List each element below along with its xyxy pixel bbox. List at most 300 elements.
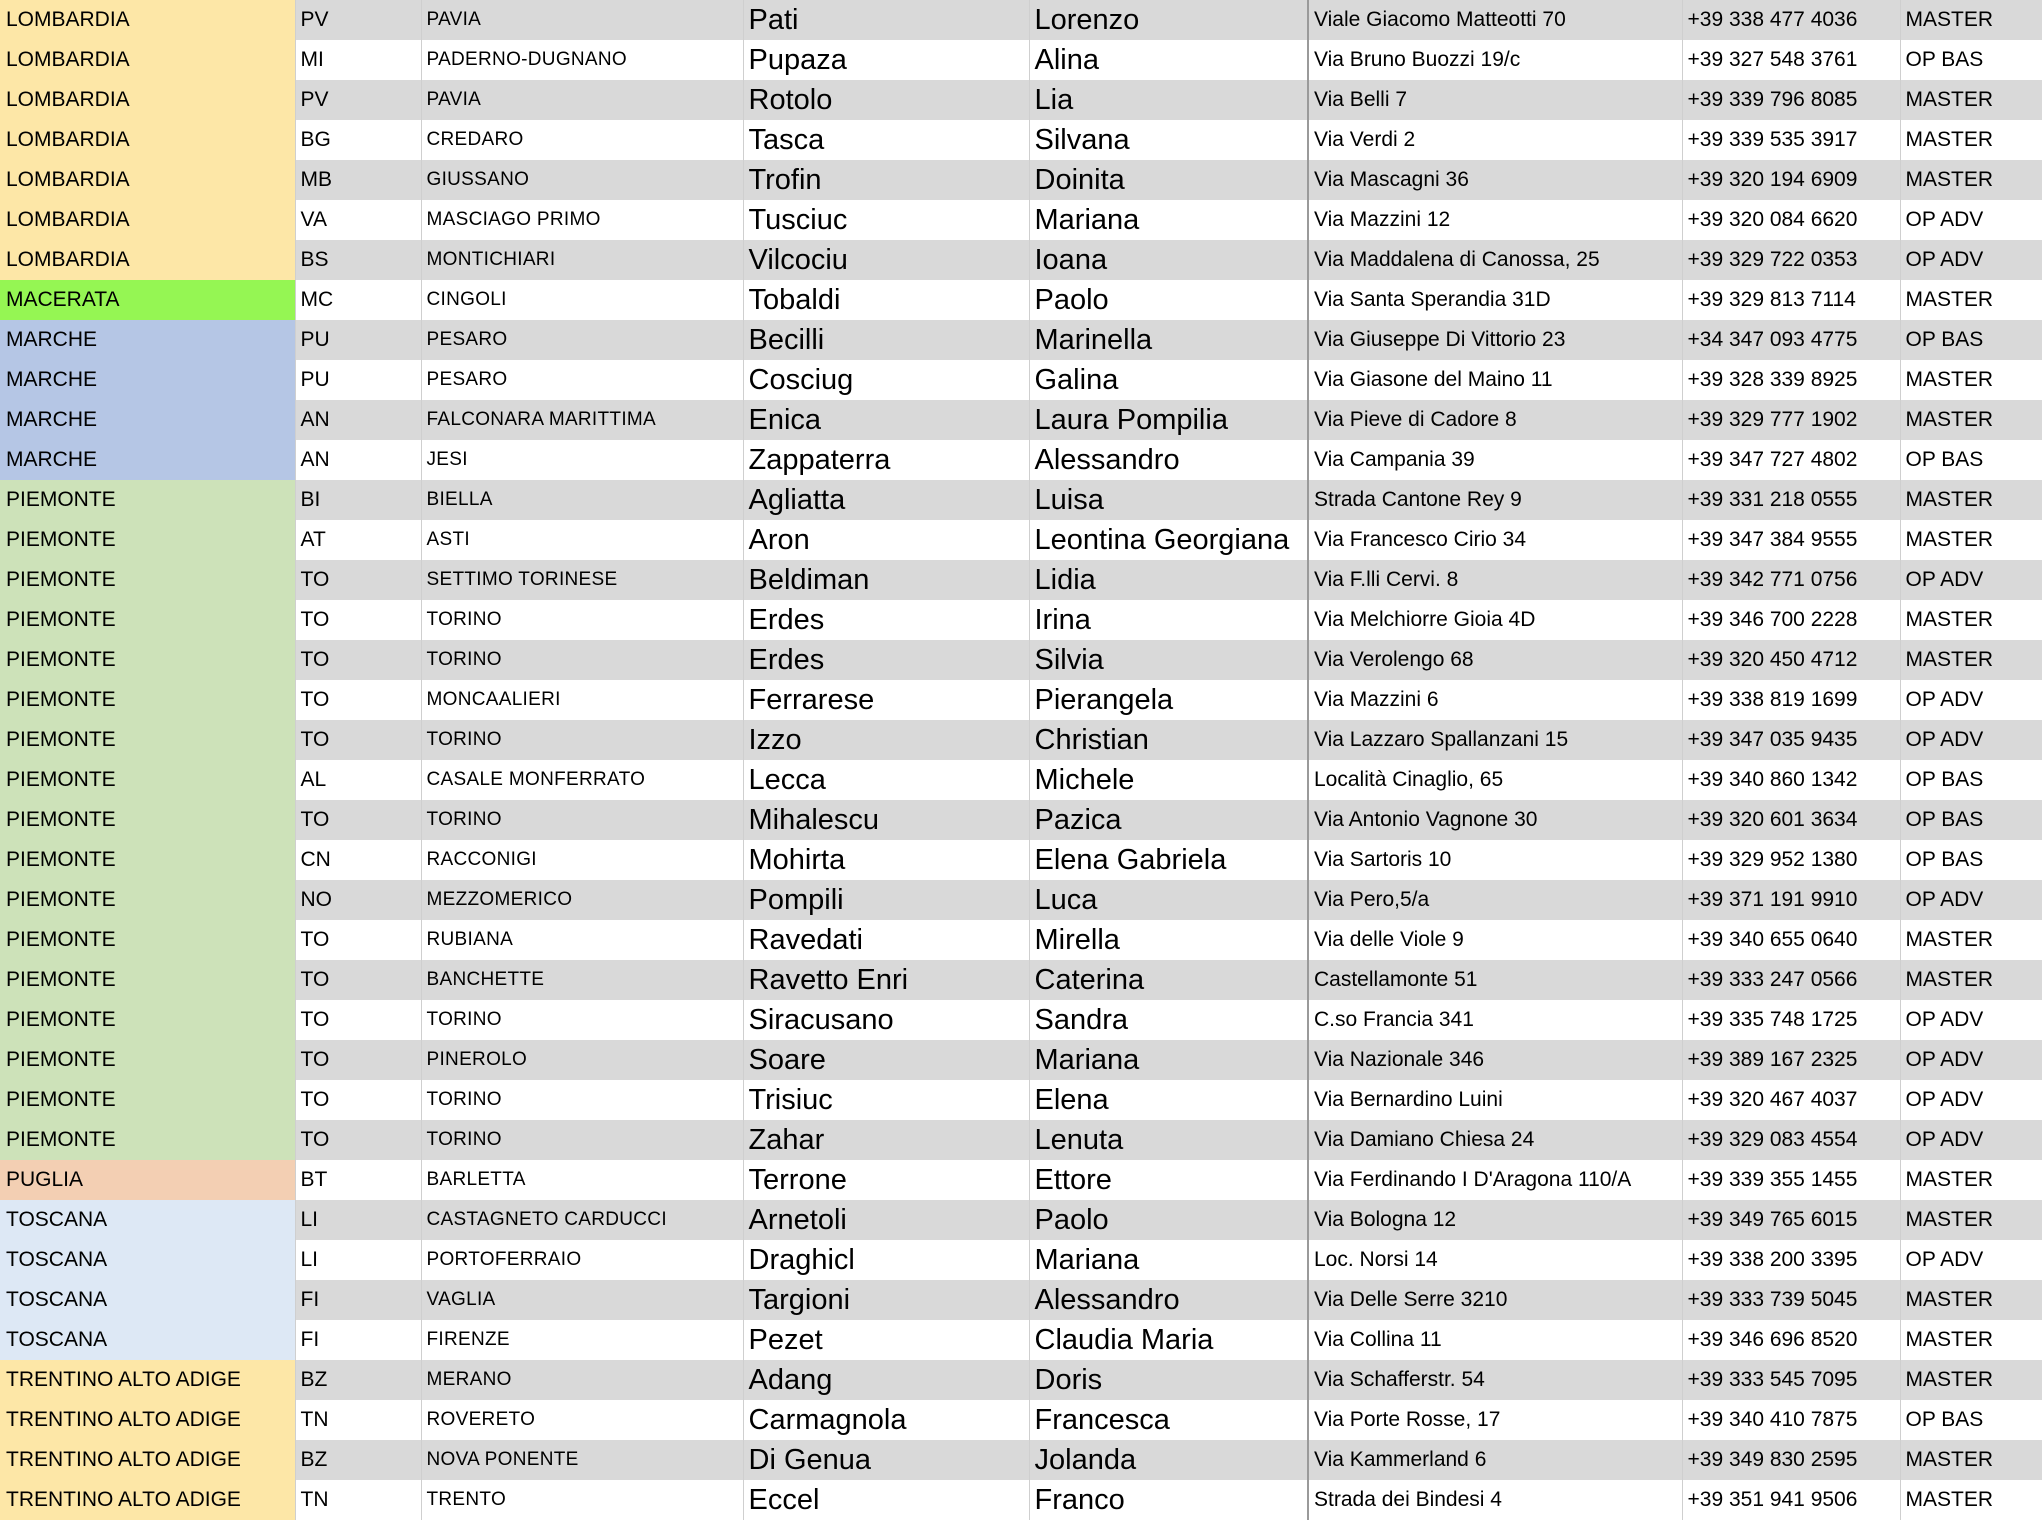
phone-cell[interactable]: +34 347 093 4775 [1682, 320, 1900, 360]
city-cell[interactable]: VAGLIA [421, 1280, 743, 1320]
last-name-cell[interactable]: Tobaldi [743, 280, 1029, 320]
phone-cell[interactable]: +39 329 083 4554 [1682, 1120, 1900, 1160]
region-cell[interactable]: TOSCANA [0, 1280, 295, 1320]
phone-cell[interactable]: +39 338 200 3395 [1682, 1240, 1900, 1280]
province-cell[interactable]: PU [295, 320, 421, 360]
province-cell[interactable]: TO [295, 720, 421, 760]
province-cell[interactable]: MC [295, 280, 421, 320]
address-cell[interactable]: C.so Francia 341 [1308, 1000, 1682, 1040]
first-name-cell[interactable]: Franco [1029, 1480, 1308, 1520]
first-name-cell[interactable]: Paolo [1029, 280, 1308, 320]
address-cell[interactable]: Via Bologna 12 [1308, 1200, 1682, 1240]
region-cell[interactable]: PIEMONTE [0, 880, 295, 920]
first-name-cell[interactable]: Luisa [1029, 480, 1308, 520]
region-cell[interactable]: MARCHE [0, 440, 295, 480]
level-cell[interactable]: MASTER [1900, 640, 2042, 680]
last-name-cell[interactable]: Aron [743, 520, 1029, 560]
last-name-cell[interactable]: Soare [743, 1040, 1029, 1080]
city-cell[interactable]: NOVA PONENTE [421, 1440, 743, 1480]
region-cell[interactable]: PIEMONTE [0, 1080, 295, 1120]
province-cell[interactable]: PV [295, 0, 421, 40]
city-cell[interactable]: PESARO [421, 360, 743, 400]
level-cell[interactable]: MASTER [1900, 80, 2042, 120]
level-cell[interactable]: OP ADV [1900, 1000, 2042, 1040]
phone-cell[interactable]: +39 389 167 2325 [1682, 1040, 1900, 1080]
city-cell[interactable]: CASTAGNETO CARDUCCI [421, 1200, 743, 1240]
phone-cell[interactable]: +39 320 450 4712 [1682, 640, 1900, 680]
address-cell[interactable]: Via Porte Rosse, 17 [1308, 1400, 1682, 1440]
province-cell[interactable]: FI [295, 1280, 421, 1320]
level-cell[interactable]: MASTER [1900, 160, 2042, 200]
region-cell[interactable]: PIEMONTE [0, 960, 295, 1000]
address-cell[interactable]: Via Schafferstr. 54 [1308, 1360, 1682, 1400]
region-cell[interactable]: PIEMONTE [0, 680, 295, 720]
province-cell[interactable]: TO [295, 1000, 421, 1040]
region-cell[interactable]: PIEMONTE [0, 800, 295, 840]
address-cell[interactable]: Via Verolengo 68 [1308, 640, 1682, 680]
last-name-cell[interactable]: Trisiuc [743, 1080, 1029, 1120]
level-cell[interactable]: OP BAS [1900, 840, 2042, 880]
phone-cell[interactable]: +39 329 952 1380 [1682, 840, 1900, 880]
level-cell[interactable]: OP ADV [1900, 1040, 2042, 1080]
level-cell[interactable]: MASTER [1900, 960, 2042, 1000]
level-cell[interactable]: OP ADV [1900, 1240, 2042, 1280]
city-cell[interactable]: SETTIMO TORINESE [421, 560, 743, 600]
last-name-cell[interactable]: Erdes [743, 640, 1029, 680]
level-cell[interactable]: OP BAS [1900, 1400, 2042, 1440]
region-cell[interactable]: PUGLIA [0, 1160, 295, 1200]
region-cell[interactable]: PIEMONTE [0, 840, 295, 880]
phone-cell[interactable]: +39 340 410 7875 [1682, 1400, 1900, 1440]
last-name-cell[interactable]: Beldiman [743, 560, 1029, 600]
region-cell[interactable]: PIEMONTE [0, 720, 295, 760]
address-cell[interactable]: Via Verdi 2 [1308, 120, 1682, 160]
last-name-cell[interactable]: Arnetoli [743, 1200, 1029, 1240]
phone-cell[interactable]: +39 328 339 8925 [1682, 360, 1900, 400]
region-cell[interactable]: PIEMONTE [0, 480, 295, 520]
city-cell[interactable]: TORINO [421, 600, 743, 640]
phone-cell[interactable]: +39 371 191 9910 [1682, 880, 1900, 920]
first-name-cell[interactable]: Lia [1029, 80, 1308, 120]
city-cell[interactable]: GIUSSANO [421, 160, 743, 200]
first-name-cell[interactable]: Marinella [1029, 320, 1308, 360]
phone-cell[interactable]: +39 320 601 3634 [1682, 800, 1900, 840]
address-cell[interactable]: Viale Giacomo Matteotti 70 [1308, 0, 1682, 40]
last-name-cell[interactable]: Mihalescu [743, 800, 1029, 840]
first-name-cell[interactable]: Doris [1029, 1360, 1308, 1400]
province-cell[interactable]: TO [295, 680, 421, 720]
city-cell[interactable]: TORINO [421, 1120, 743, 1160]
phone-cell[interactable]: +39 338 819 1699 [1682, 680, 1900, 720]
province-cell[interactable]: BG [295, 120, 421, 160]
last-name-cell[interactable]: Eccel [743, 1480, 1029, 1520]
last-name-cell[interactable]: Zahar [743, 1120, 1029, 1160]
province-cell[interactable]: TN [295, 1400, 421, 1440]
phone-cell[interactable]: +39 333 739 5045 [1682, 1280, 1900, 1320]
phone-cell[interactable]: +39 347 727 4802 [1682, 440, 1900, 480]
province-cell[interactable]: AN [295, 440, 421, 480]
level-cell[interactable]: MASTER [1900, 400, 2042, 440]
first-name-cell[interactable]: Paolo [1029, 1200, 1308, 1240]
address-cell[interactable]: Via Pero,5/a [1308, 880, 1682, 920]
level-cell[interactable]: OP ADV [1900, 560, 2042, 600]
first-name-cell[interactable]: Elena Gabriela [1029, 840, 1308, 880]
last-name-cell[interactable]: Tusciuc [743, 200, 1029, 240]
address-cell[interactable]: Via Antonio Vagnone 30 [1308, 800, 1682, 840]
phone-cell[interactable]: +39 349 830 2595 [1682, 1440, 1900, 1480]
address-cell[interactable]: Via Bruno Buozzi 19/c [1308, 40, 1682, 80]
city-cell[interactable]: MASCIAGO PRIMO [421, 200, 743, 240]
phone-cell[interactable]: +39 339 355 1455 [1682, 1160, 1900, 1200]
level-cell[interactable]: MASTER [1900, 920, 2042, 960]
phone-cell[interactable]: +39 320 084 6620 [1682, 200, 1900, 240]
phone-cell[interactable]: +39 335 748 1725 [1682, 1000, 1900, 1040]
first-name-cell[interactable]: Sandra [1029, 1000, 1308, 1040]
city-cell[interactable]: MONCAALIERI [421, 680, 743, 720]
region-cell[interactable]: TRENTINO ALTO ADIGE [0, 1480, 295, 1520]
level-cell[interactable]: OP ADV [1900, 720, 2042, 760]
province-cell[interactable]: PV [295, 80, 421, 120]
province-cell[interactable]: BZ [295, 1360, 421, 1400]
phone-cell[interactable]: +39 349 765 6015 [1682, 1200, 1900, 1240]
city-cell[interactable]: TORINO [421, 640, 743, 680]
first-name-cell[interactable]: Alessandro [1029, 1280, 1308, 1320]
first-name-cell[interactable]: Pierangela [1029, 680, 1308, 720]
last-name-cell[interactable]: Enica [743, 400, 1029, 440]
province-cell[interactable]: TO [295, 1120, 421, 1160]
level-cell[interactable]: MASTER [1900, 120, 2042, 160]
address-cell[interactable]: Via Francesco Cirio 34 [1308, 520, 1682, 560]
province-cell[interactable]: TO [295, 1080, 421, 1120]
first-name-cell[interactable]: Michele [1029, 760, 1308, 800]
level-cell[interactable]: MASTER [1900, 1320, 2042, 1360]
city-cell[interactable]: BARLETTA [421, 1160, 743, 1200]
province-cell[interactable]: AT [295, 520, 421, 560]
last-name-cell[interactable]: Erdes [743, 600, 1029, 640]
region-cell[interactable]: PIEMONTE [0, 1000, 295, 1040]
province-cell[interactable]: TO [295, 920, 421, 960]
first-name-cell[interactable]: Jolanda [1029, 1440, 1308, 1480]
address-cell[interactable]: Loc. Norsi 14 [1308, 1240, 1682, 1280]
last-name-cell[interactable]: Ferrarese [743, 680, 1029, 720]
province-cell[interactable]: TO [295, 1040, 421, 1080]
city-cell[interactable]: FALCONARA MARITTIMA [421, 400, 743, 440]
province-cell[interactable]: MB [295, 160, 421, 200]
city-cell[interactable]: TORINO [421, 800, 743, 840]
city-cell[interactable]: MERANO [421, 1360, 743, 1400]
city-cell[interactable]: RUBIANA [421, 920, 743, 960]
level-cell[interactable]: OP ADV [1900, 240, 2042, 280]
level-cell[interactable]: OP BAS [1900, 800, 2042, 840]
address-cell[interactable]: Via Mascagni 36 [1308, 160, 1682, 200]
province-cell[interactable]: CN [295, 840, 421, 880]
province-cell[interactable]: MI [295, 40, 421, 80]
province-cell[interactable]: TN [295, 1480, 421, 1520]
phone-cell[interactable]: +39 320 467 4037 [1682, 1080, 1900, 1120]
province-cell[interactable]: TO [295, 800, 421, 840]
level-cell[interactable]: OP BAS [1900, 40, 2042, 80]
first-name-cell[interactable]: Galina [1029, 360, 1308, 400]
region-cell[interactable]: LOMBARDIA [0, 200, 295, 240]
level-cell[interactable]: MASTER [1900, 1480, 2042, 1520]
last-name-cell[interactable]: Ravetto Enri [743, 960, 1029, 1000]
first-name-cell[interactable]: Mirella [1029, 920, 1308, 960]
level-cell[interactable]: OP ADV [1900, 880, 2042, 920]
phone-cell[interactable]: +39 351 941 9506 [1682, 1480, 1900, 1520]
first-name-cell[interactable]: Mariana [1029, 200, 1308, 240]
province-cell[interactable]: BT [295, 1160, 421, 1200]
first-name-cell[interactable]: Irina [1029, 600, 1308, 640]
phone-cell[interactable]: +39 339 796 8085 [1682, 80, 1900, 120]
phone-cell[interactable]: +39 333 247 0566 [1682, 960, 1900, 1000]
region-cell[interactable]: PIEMONTE [0, 760, 295, 800]
last-name-cell[interactable]: Zappaterra [743, 440, 1029, 480]
last-name-cell[interactable]: Carmagnola [743, 1400, 1029, 1440]
first-name-cell[interactable]: Silvana [1029, 120, 1308, 160]
last-name-cell[interactable]: Pupaza [743, 40, 1029, 80]
province-cell[interactable]: LI [295, 1240, 421, 1280]
last-name-cell[interactable]: Trofin [743, 160, 1029, 200]
address-cell[interactable]: Via Giasone del Maino 11 [1308, 360, 1682, 400]
city-cell[interactable]: TORINO [421, 720, 743, 760]
last-name-cell[interactable]: Agliatta [743, 480, 1029, 520]
city-cell[interactable]: CREDARO [421, 120, 743, 160]
city-cell[interactable]: TORINO [421, 1000, 743, 1040]
phone-cell[interactable]: +39 320 194 6909 [1682, 160, 1900, 200]
region-cell[interactable]: PIEMONTE [0, 1040, 295, 1080]
city-cell[interactable]: FIRENZE [421, 1320, 743, 1360]
address-cell[interactable]: Via Delle Serre 3210 [1308, 1280, 1682, 1320]
region-cell[interactable]: MACERATA [0, 280, 295, 320]
last-name-cell[interactable]: Siracusano [743, 1000, 1029, 1040]
last-name-cell[interactable]: Becilli [743, 320, 1029, 360]
province-cell[interactable]: TO [295, 560, 421, 600]
region-cell[interactable]: TOSCANA [0, 1200, 295, 1240]
first-name-cell[interactable]: Christian [1029, 720, 1308, 760]
region-cell[interactable]: PIEMONTE [0, 1120, 295, 1160]
level-cell[interactable]: OP BAS [1900, 320, 2042, 360]
level-cell[interactable]: MASTER [1900, 1440, 2042, 1480]
last-name-cell[interactable]: Ravedati [743, 920, 1029, 960]
level-cell[interactable]: MASTER [1900, 360, 2042, 400]
last-name-cell[interactable]: Rotolo [743, 80, 1029, 120]
address-cell[interactable]: Via Santa Sperandia 31D [1308, 280, 1682, 320]
first-name-cell[interactable]: Ettore [1029, 1160, 1308, 1200]
level-cell[interactable]: MASTER [1900, 0, 2042, 40]
last-name-cell[interactable]: Targioni [743, 1280, 1029, 1320]
city-cell[interactable]: PORTOFERRAIO [421, 1240, 743, 1280]
city-cell[interactable]: TORINO [421, 1080, 743, 1120]
level-cell[interactable]: MASTER [1900, 520, 2042, 560]
last-name-cell[interactable]: Vilcociu [743, 240, 1029, 280]
level-cell[interactable]: MASTER [1900, 1280, 2042, 1320]
city-cell[interactable]: PAVIA [421, 80, 743, 120]
province-cell[interactable]: PU [295, 360, 421, 400]
last-name-cell[interactable]: Adang [743, 1360, 1029, 1400]
city-cell[interactable]: ASTI [421, 520, 743, 560]
phone-cell[interactable]: +39 346 700 2228 [1682, 600, 1900, 640]
address-cell[interactable]: Via Mazzini 12 [1308, 200, 1682, 240]
address-cell[interactable]: Via Nazionale 346 [1308, 1040, 1682, 1080]
first-name-cell[interactable]: Leontina Georgiana [1029, 520, 1308, 560]
last-name-cell[interactable]: Cosciug [743, 360, 1029, 400]
region-cell[interactable]: MARCHE [0, 400, 295, 440]
phone-cell[interactable]: +39 347 384 9555 [1682, 520, 1900, 560]
first-name-cell[interactable]: Pazica [1029, 800, 1308, 840]
region-cell[interactable]: PIEMONTE [0, 560, 295, 600]
province-cell[interactable]: AN [295, 400, 421, 440]
level-cell[interactable]: MASTER [1900, 280, 2042, 320]
province-cell[interactable]: TO [295, 640, 421, 680]
city-cell[interactable]: PESARO [421, 320, 743, 360]
region-cell[interactable]: TOSCANA [0, 1240, 295, 1280]
province-cell[interactable]: AL [295, 760, 421, 800]
phone-cell[interactable]: +39 342 771 0756 [1682, 560, 1900, 600]
address-cell[interactable]: Località Cinaglio, 65 [1308, 760, 1682, 800]
phone-cell[interactable]: +39 338 477 4036 [1682, 0, 1900, 40]
city-cell[interactable]: CASALE MONFERRATO [421, 760, 743, 800]
level-cell[interactable]: MASTER [1900, 1200, 2042, 1240]
first-name-cell[interactable]: Luca [1029, 880, 1308, 920]
address-cell[interactable]: Via delle Viole 9 [1308, 920, 1682, 960]
last-name-cell[interactable]: Izzo [743, 720, 1029, 760]
city-cell[interactable]: CINGOLI [421, 280, 743, 320]
region-cell[interactable]: TRENTINO ALTO ADIGE [0, 1400, 295, 1440]
first-name-cell[interactable]: Ioana [1029, 240, 1308, 280]
level-cell[interactable]: MASTER [1900, 1160, 2042, 1200]
province-cell[interactable]: BI [295, 480, 421, 520]
province-cell[interactable]: TO [295, 600, 421, 640]
address-cell[interactable]: Via Damiano Chiesa 24 [1308, 1120, 1682, 1160]
address-cell[interactable]: Via Giuseppe Di Vittorio 23 [1308, 320, 1682, 360]
level-cell[interactable]: OP ADV [1900, 200, 2042, 240]
address-cell[interactable]: Via Maddalena di Canossa, 25 [1308, 240, 1682, 280]
address-cell[interactable]: Via Bernardino Luini [1308, 1080, 1682, 1120]
address-cell[interactable]: Via Lazzaro Spallanzani 15 [1308, 720, 1682, 760]
region-cell[interactable]: TOSCANA [0, 1320, 295, 1360]
last-name-cell[interactable]: Draghicl [743, 1240, 1029, 1280]
city-cell[interactable]: ROVERETO [421, 1400, 743, 1440]
first-name-cell[interactable]: Alessandro [1029, 440, 1308, 480]
first-name-cell[interactable]: Silvia [1029, 640, 1308, 680]
province-cell[interactable]: VA [295, 200, 421, 240]
region-cell[interactable]: LOMBARDIA [0, 0, 295, 40]
region-cell[interactable]: PIEMONTE [0, 640, 295, 680]
last-name-cell[interactable]: Pezet [743, 1320, 1029, 1360]
region-cell[interactable]: TRENTINO ALTO ADIGE [0, 1440, 295, 1480]
province-cell[interactable]: NO [295, 880, 421, 920]
address-cell[interactable]: Via Belli 7 [1308, 80, 1682, 120]
city-cell[interactable]: TRENTO [421, 1480, 743, 1520]
last-name-cell[interactable]: Di Genua [743, 1440, 1029, 1480]
phone-cell[interactable]: +39 331 218 0555 [1682, 480, 1900, 520]
address-cell[interactable]: Via Melchiorre Gioia 4D [1308, 600, 1682, 640]
address-cell[interactable]: Via Mazzini 6 [1308, 680, 1682, 720]
last-name-cell[interactable]: Tasca [743, 120, 1029, 160]
address-cell[interactable]: Via Kammerland 6 [1308, 1440, 1682, 1480]
first-name-cell[interactable]: Claudia Maria [1029, 1320, 1308, 1360]
first-name-cell[interactable]: Mariana [1029, 1040, 1308, 1080]
province-cell[interactable]: LI [295, 1200, 421, 1240]
first-name-cell[interactable]: Alina [1029, 40, 1308, 80]
phone-cell[interactable]: +39 346 696 8520 [1682, 1320, 1900, 1360]
last-name-cell[interactable]: Lecca [743, 760, 1029, 800]
address-cell[interactable]: Strada dei Bindesi 4 [1308, 1480, 1682, 1520]
level-cell[interactable]: OP BAS [1900, 760, 2042, 800]
phone-cell[interactable]: +39 327 548 3761 [1682, 40, 1900, 80]
phone-cell[interactable]: +39 340 655 0640 [1682, 920, 1900, 960]
city-cell[interactable]: JESI [421, 440, 743, 480]
first-name-cell[interactable]: Lorenzo [1029, 0, 1308, 40]
city-cell[interactable]: BANCHETTE [421, 960, 743, 1000]
phone-cell[interactable]: +39 329 722 0353 [1682, 240, 1900, 280]
city-cell[interactable]: PADERNO-DUGNANO [421, 40, 743, 80]
region-cell[interactable]: LOMBARDIA [0, 80, 295, 120]
province-cell[interactable]: BZ [295, 1440, 421, 1480]
address-cell[interactable]: Via Pieve di Cadore 8 [1308, 400, 1682, 440]
address-cell[interactable]: Via Collina 11 [1308, 1320, 1682, 1360]
first-name-cell[interactable]: Elena [1029, 1080, 1308, 1120]
phone-cell[interactable]: +39 329 813 7114 [1682, 280, 1900, 320]
phone-cell[interactable]: +39 329 777 1902 [1682, 400, 1900, 440]
last-name-cell[interactable]: Pompili [743, 880, 1029, 920]
level-cell[interactable]: OP ADV [1900, 680, 2042, 720]
city-cell[interactable]: MEZZOMERICO [421, 880, 743, 920]
level-cell[interactable]: OP ADV [1900, 1120, 2042, 1160]
address-cell[interactable]: Via Sartoris 10 [1308, 840, 1682, 880]
city-cell[interactable]: PINEROLO [421, 1040, 743, 1080]
first-name-cell[interactable]: Lenuta [1029, 1120, 1308, 1160]
first-name-cell[interactable]: Caterina [1029, 960, 1308, 1000]
region-cell[interactable]: TRENTINO ALTO ADIGE [0, 1360, 295, 1400]
address-cell[interactable]: Castellamonte 51 [1308, 960, 1682, 1000]
level-cell[interactable]: OP BAS [1900, 440, 2042, 480]
level-cell[interactable]: MASTER [1900, 1360, 2042, 1400]
level-cell[interactable]: MASTER [1900, 600, 2042, 640]
province-cell[interactable]: FI [295, 1320, 421, 1360]
region-cell[interactable]: LOMBARDIA [0, 160, 295, 200]
first-name-cell[interactable]: Francesca [1029, 1400, 1308, 1440]
first-name-cell[interactable]: Laura Pompilia [1029, 400, 1308, 440]
city-cell[interactable]: PAVIA [421, 0, 743, 40]
region-cell[interactable]: PIEMONTE [0, 600, 295, 640]
region-cell[interactable]: MARCHE [0, 360, 295, 400]
region-cell[interactable]: MARCHE [0, 320, 295, 360]
phone-cell[interactable]: +39 340 860 1342 [1682, 760, 1900, 800]
first-name-cell[interactable]: Lidia [1029, 560, 1308, 600]
city-cell[interactable]: BIELLA [421, 480, 743, 520]
phone-cell[interactable]: +39 347 035 9435 [1682, 720, 1900, 760]
first-name-cell[interactable]: Mariana [1029, 1240, 1308, 1280]
province-cell[interactable]: TO [295, 960, 421, 1000]
region-cell[interactable]: PIEMONTE [0, 520, 295, 560]
last-name-cell[interactable]: Pati [743, 0, 1029, 40]
last-name-cell[interactable]: Mohirta [743, 840, 1029, 880]
province-cell[interactable]: BS [295, 240, 421, 280]
region-cell[interactable]: PIEMONTE [0, 920, 295, 960]
region-cell[interactable]: LOMBARDIA [0, 40, 295, 80]
last-name-cell[interactable]: Terrone [743, 1160, 1029, 1200]
city-cell[interactable]: RACCONIGI [421, 840, 743, 880]
address-cell[interactable]: Via Campania 39 [1308, 440, 1682, 480]
address-cell[interactable]: Via F.lli Cervi. 8 [1308, 560, 1682, 600]
phone-cell[interactable]: +39 339 535 3917 [1682, 120, 1900, 160]
region-cell[interactable]: LOMBARDIA [0, 240, 295, 280]
phone-cell[interactable]: +39 333 545 7095 [1682, 1360, 1900, 1400]
address-cell[interactable]: Strada Cantone Rey 9 [1308, 480, 1682, 520]
level-cell[interactable]: MASTER [1900, 480, 2042, 520]
address-cell[interactable]: Via Ferdinando I D'Aragona 110/A [1308, 1160, 1682, 1200]
